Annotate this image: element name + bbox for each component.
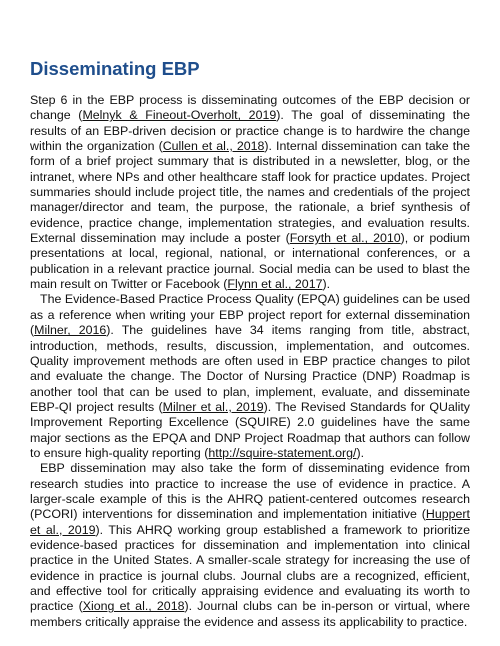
paragraph-text: EBP dissemination may also take the form of disseminating evidence from research studies into practice to increase the use of evidence in practice. A larger-scale example of this is the AHRQ patient-centered outcomes research (PCORI) interventions for dissemination and implementation initiative (: [30, 461, 470, 522]
paragraph-text: ), or podium presentations at local, regional, national, or international conferences, or a publication in a relevant practice journal. Social media can be used to blast the main result on Twitter or Facebook (: [30, 231, 470, 292]
citation-link[interactable]: Huppert et al., 2019: [30, 507, 470, 537]
paragraph-text: ). Journal clubs can be in-person or virtual, where members critically appraise the evidence and assess its applicability to practice.: [30, 599, 470, 629]
paragraph-text: ).: [322, 277, 331, 292]
citation-link[interactable]: Milner et al., 2019: [162, 399, 264, 414]
citation-link[interactable]: Melnyk & Fineout-Overholt, 2019: [82, 108, 277, 123]
paragraph-text: ). The Revised Standards for QUality Improvement Reporting Excellence (SQUIRE) 2.0 guidelines have the same major sections as the EPQA and DNP Project Roadmap that authors can follow to ensure high-quality reporting (: [30, 399, 470, 460]
citation-link[interactable]: Cullen et al., 2018: [162, 139, 265, 154]
citation-link[interactable]: Forsyth et al., 2010: [289, 231, 401, 246]
paragraph-text: The Evidence-Based Practice Process Quality (EPQA) guidelines can be used as a reference when writing your EBP project report for external dissemination (: [30, 292, 470, 338]
paragraph-3: [30, 461, 470, 630]
paragraph-text: ). The goal of disseminating the results of an EBP-driven decision or practice change is to hardwire the change within the organization (: [30, 108, 470, 154]
paragraph-text: ). This AHRQ working group established a framework to prioritize evidence-based practices for dissemination and implementation into clinical practice in the United States. A smaller-scale strategy for increasing the use of evidence in practice is journal clubs. Journal clubs are a recognized, efficient, and effective tool for critically appraising evidence and evaluating its worth to practice (: [30, 522, 471, 614]
paragraph-text: ). The guidelines have 34 items ranging from title, abstract, introduction, methods, results, discussion, implementation, and outcomes. Quality improvement methods are often used in EBP practice changes to pilot and evaluate the change. The Doctor of Nursing Practice (DNP) Roadmap is another tool that can be used to plan, implement, evaluate, and disseminate EBP-QI project results (: [30, 323, 470, 414]
paragraph-text: Step 6 in the EBP process is disseminating outcomes of the EBP decision or change (: [30, 93, 470, 123]
citation-link[interactable]: Xiong et al., 2018: [82, 599, 185, 614]
document-page: [30, 58, 470, 630]
citation-link[interactable]: Milner, 2016: [34, 323, 107, 338]
section-heading: Disseminating EBP: [30, 58, 200, 79]
paragraph-text: ).: [356, 445, 365, 460]
citation-link[interactable]: http://squire-statement.org/: [208, 445, 357, 460]
paragraph-text: ). Internal dissemination can take the form of a brief project summary that is distributed in a newsletter, blog, or the intranet, where NPs and other healthcare staff look for practice updates. Project summaries should include project title, the names and credentials of the project manager/director and team, the purpose, the rationale, a brief synthesis of evidence, practice change, implementation strategies, and evaluation results. External dissemination may include a poster (: [30, 139, 470, 246]
paragraph-1: [30, 93, 470, 292]
body-text: [30, 93, 470, 630]
citation-link[interactable]: Flynn et al., 2017: [227, 277, 323, 292]
paragraph-2: [30, 292, 470, 461]
